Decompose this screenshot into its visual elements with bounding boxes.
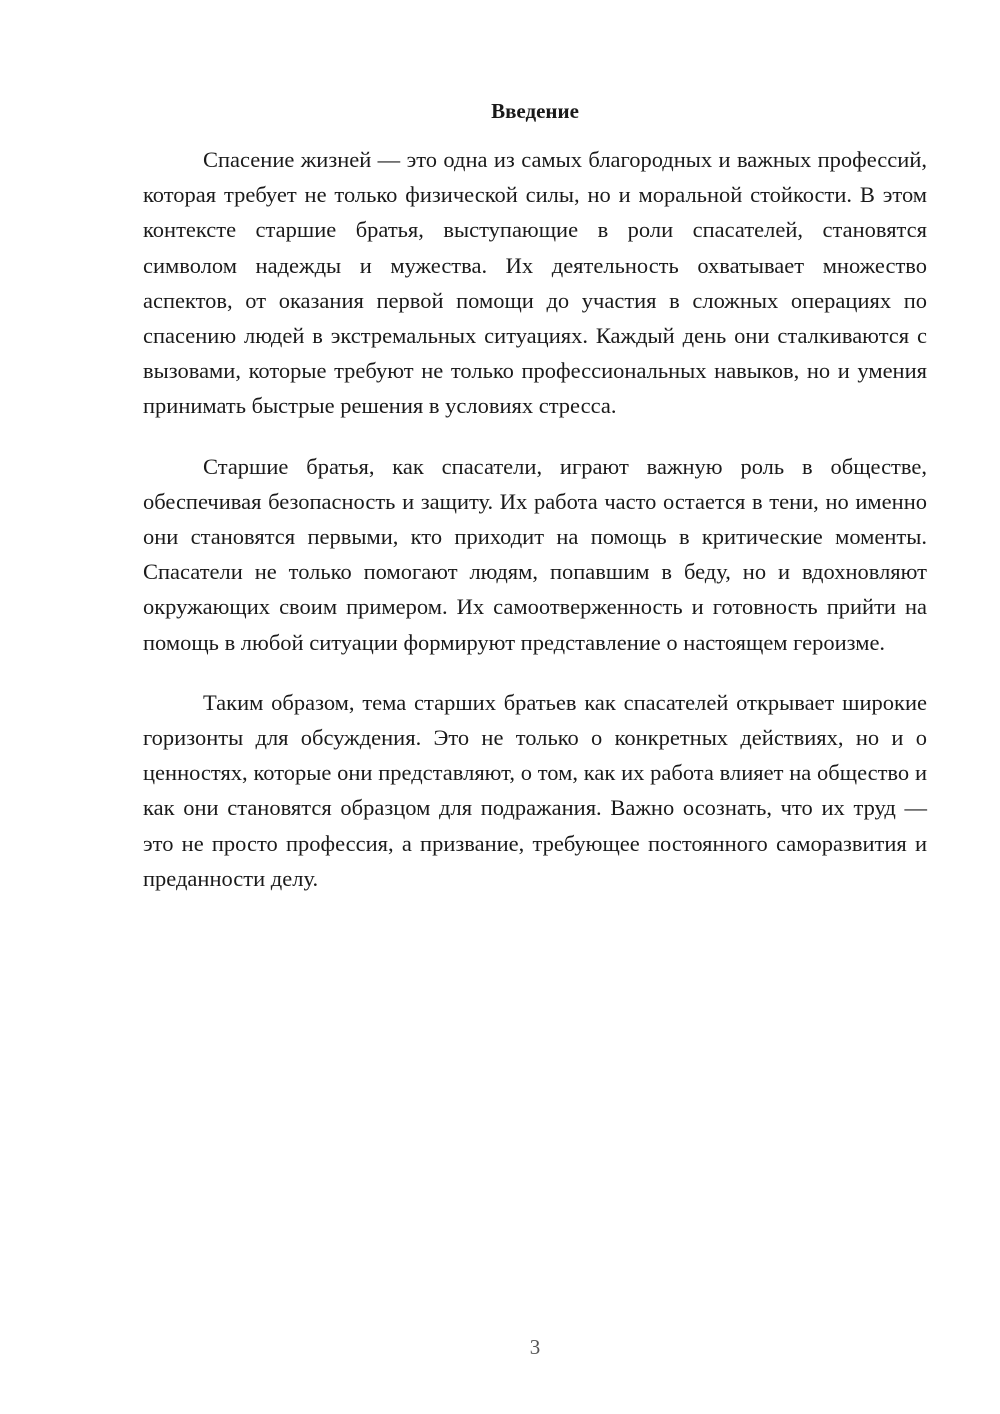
section-heading: Введение: [491, 99, 579, 123]
paragraph-1: Спасение жизней — это одна из самых благородных и важных профессий, которая требует не только физической силы, но и моральной стойкости. В этом контексте старшие братья, выступающие в роли спасателей, становятся символом надежды и мужества. Их деятельность охватывает множество аспектов, от оказания первой помощи до участия в сложных операциях по спасению людей в экстремальных ситуациях. Каждый день они сталкиваются с вызовами, которые требуют не только профессиональных навыков, но и умения принимать быстрые решения в условиях стресса.: [143, 147, 927, 419]
body-text: [143, 142, 927, 921]
page-number: 3: [529, 1335, 541, 1359]
paragraph-2: Старшие братья, как спасатели, играют важную роль в обществе, обеспечивая безопасность и защиту. Их работа часто остается в тени, но именно они становятся первыми, кто приходит на помощь в критические моменты. Спасатели не только помогают людям, попавшим в беду, но и вдохновляют окружающих своим примером. Их самоотверженность и готовность прийти на помощь в любой ситуации формируют представление о настоящем героизме.: [143, 453, 927, 655]
paragraph-3: Таким образом, тема старших братьев как спасателей открывает широкие горизонты для обсуждения. Это не только о конкретных действиях, но и о ценностях, которые они представляют, о том, как их работа влияет на общество и как они становятся образцом для подражания. Важно осознать, что их труд — это не просто профессия, а призвание, требующее постоянного саморазвития и преданности делу.: [143, 689, 927, 891]
